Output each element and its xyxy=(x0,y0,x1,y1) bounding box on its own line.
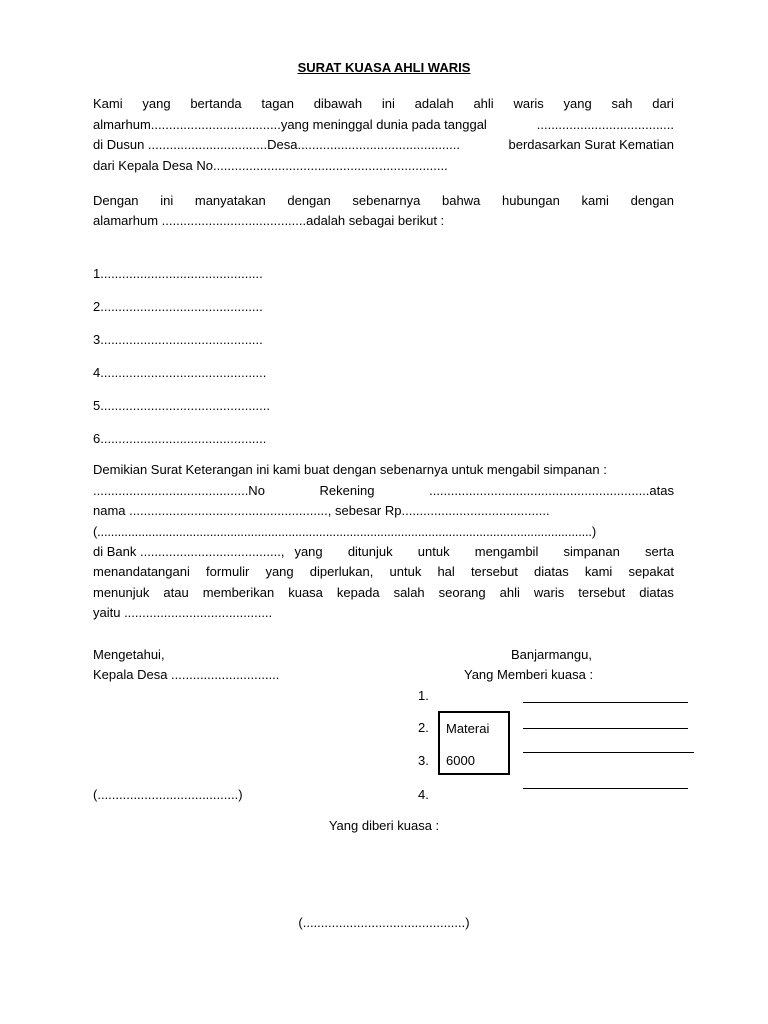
para3-line2 xyxy=(93,483,674,499)
para3-line5 xyxy=(93,544,674,560)
word: ditunjuk xyxy=(347,544,393,559)
para1-line3-a: di Dusun .................................Desa............................................. xyxy=(93,137,460,152)
materai-value: 6000 xyxy=(446,753,475,768)
para3-line2-b: Rekening xyxy=(319,483,375,498)
word: menunjuk xyxy=(93,585,150,600)
word: manyatakan xyxy=(194,193,266,208)
para3-line4-text: (.................................................................................................................................................) xyxy=(93,524,596,539)
heir-item-4: 4.............................................. xyxy=(93,365,267,380)
word: sebenarnya xyxy=(352,193,421,208)
word: adalah xyxy=(414,96,454,111)
word: hal xyxy=(437,564,455,579)
para2-line1 xyxy=(93,193,674,209)
word: memberikan xyxy=(202,585,275,600)
para3-line8: yaitu ......................................... xyxy=(93,605,273,620)
word: atau xyxy=(163,585,189,600)
word: dari xyxy=(652,96,674,111)
para3-line3: nama ......................................................., sebesar Rp......................................... xyxy=(93,503,550,518)
word: bahwa xyxy=(442,193,481,208)
heir-item-3: 3............................................. xyxy=(93,332,263,347)
heir-item-2: 2............................................. xyxy=(93,299,263,314)
word: seorang xyxy=(438,585,486,600)
para3-line4 xyxy=(93,524,674,540)
word: Dengan xyxy=(93,193,139,208)
word: yang xyxy=(142,96,171,111)
place-label: Banjarmangu, xyxy=(511,647,592,662)
pemberi-kuasa-label: Yang Memberi kuasa : xyxy=(464,667,594,682)
kepala-desa-signature: (.......................................) xyxy=(93,787,243,802)
signature-line-4 xyxy=(523,788,688,789)
word: bertanda xyxy=(190,96,242,111)
word: waris xyxy=(513,96,544,111)
word: ini xyxy=(381,96,395,111)
word: kami xyxy=(584,564,613,579)
para3-line5-a: di Bank ......................................., xyxy=(93,544,285,559)
para3-line2-a: ...........................................No xyxy=(93,483,265,498)
pemberi-number-2: 2. xyxy=(418,720,429,735)
pemberi-number-1: 1. xyxy=(418,688,429,703)
para3-line5-b xyxy=(294,544,674,560)
word: dengan xyxy=(630,193,674,208)
word: Kami xyxy=(93,96,123,111)
word: menandatangani xyxy=(93,564,190,579)
signature-line-3 xyxy=(523,752,694,753)
materai-stamp-box xyxy=(438,711,510,775)
word: ahli xyxy=(499,585,520,600)
materai-label: Materai xyxy=(446,721,490,736)
word: tersebut xyxy=(578,585,626,600)
word: kepada xyxy=(336,585,380,600)
para1-line3 xyxy=(93,137,674,153)
para1-line4: dari Kepala Desa No................................................................. xyxy=(93,158,448,173)
pemberi-number-4: 4. xyxy=(418,787,429,802)
para3-line2-c: .............................................................atas xyxy=(429,483,674,498)
word: mengambil xyxy=(474,544,539,559)
para1-line2-b: ...................................... xyxy=(536,117,674,132)
para2-line2: alamarhum ........................................adalah sebagai berikut : xyxy=(93,213,445,228)
word: waris xyxy=(533,585,565,600)
word: yang xyxy=(294,544,323,559)
word: dibawah xyxy=(313,96,363,111)
mengetahui-label: Mengetahui, xyxy=(93,647,165,662)
word: untuk xyxy=(389,564,422,579)
penerima-kuasa-label: Yang diberi kuasa : xyxy=(328,818,440,833)
word: untuk xyxy=(417,544,450,559)
word: yang xyxy=(563,96,592,111)
para3-line7 xyxy=(93,585,674,601)
para1-line1 xyxy=(93,96,674,112)
heir-item-1: 1............................................. xyxy=(93,266,263,281)
word: diperlukan, xyxy=(309,564,374,579)
word: kami xyxy=(581,193,609,208)
word: tagan xyxy=(261,96,294,111)
pemberi-number-3: 3. xyxy=(418,753,429,768)
word: salah xyxy=(393,585,425,600)
word: ini xyxy=(160,193,174,208)
word: yang xyxy=(265,564,294,579)
para1-line3-b: berdasarkan Surat Kematian xyxy=(508,137,674,152)
para3-line6 xyxy=(93,564,674,580)
word: diatas xyxy=(639,585,674,600)
heir-item-5: 5............................................... xyxy=(93,398,270,413)
para1-line2 xyxy=(93,117,674,133)
para1-line2-a: almarhum....................................yang meninggal dunia pada tanggal xyxy=(93,117,487,132)
word: sah xyxy=(611,96,633,111)
signature-line-2 xyxy=(523,728,688,729)
signature-line-1 xyxy=(523,702,688,703)
word: sepakat xyxy=(628,564,674,579)
word: serta xyxy=(645,544,674,559)
word: formulir xyxy=(205,564,250,579)
kepala-desa-label: Kepala Desa .............................. xyxy=(93,667,280,682)
word: diatas xyxy=(534,564,569,579)
document-title: SURAT KUASA AHLI WARIS xyxy=(297,60,471,75)
word: ahli xyxy=(473,96,494,111)
para3-line1: Demikian Surat Keterangan ini kami buat dengan sebenarnya untuk mengabil simpanan : xyxy=(93,462,607,477)
heir-item-6: 6.............................................. xyxy=(93,431,267,446)
word: dengan xyxy=(287,193,331,208)
word: simpanan xyxy=(563,544,620,559)
word: tersebut xyxy=(470,564,518,579)
word: kuasa xyxy=(288,585,323,600)
penerima-kuasa-signature: (.............................................) xyxy=(298,915,470,930)
word: hubungan xyxy=(501,193,560,208)
